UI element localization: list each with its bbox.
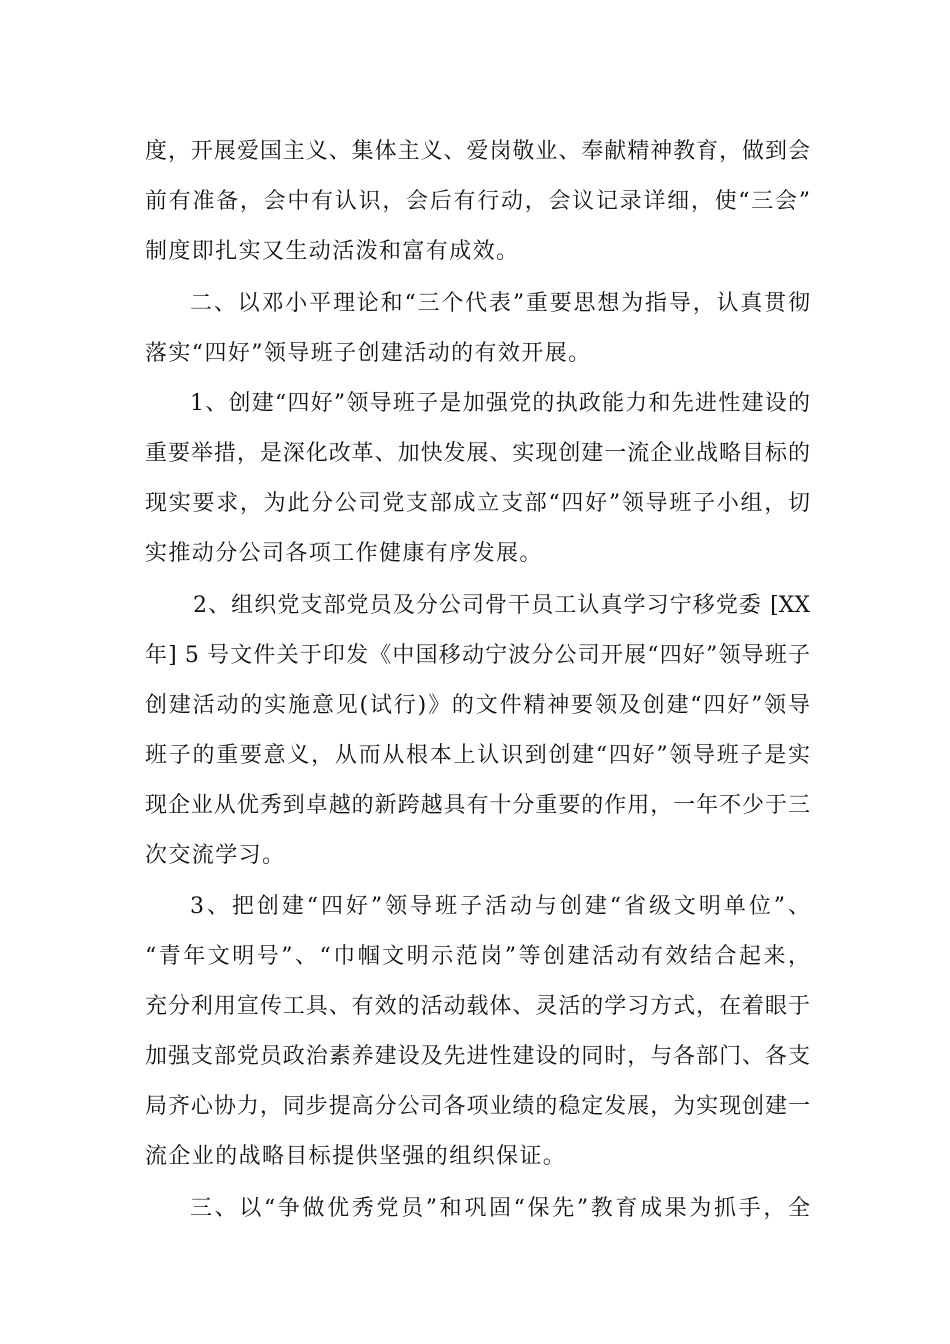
item-3-line-5: 局齐心协力，同步提高分公司各项业绩的稳定发展，为实现创建一	[145, 1094, 810, 1119]
item-2-line-3: 创建活动的实施意见(试行)》的文件精神要领及创建“四好”领导	[145, 693, 810, 718]
item-1-line-3: 现实要求，为此分公司党支部成立支部“四好”领导班子小组，切	[145, 491, 810, 516]
item-2-line-2: 年] 5 号文件关于印发《中国移动宁波分公司开展“四好”领导班子	[145, 643, 810, 668]
item-2-line-1: 2、组织党支部党员及分公司骨干员工认真学习宁移党委 [XX	[193, 593, 810, 618]
item-3-line-6: 流企业的战略目标提供坚强的组织保证。	[145, 1144, 567, 1169]
text-line-3: 制度即扎实又生动活泼和富有成效。	[145, 239, 520, 264]
item-3-line-3: 充分利用宣传工具、有效的活动载体、灵活的学习方式，在着眼于	[145, 994, 810, 1019]
item-2-line-6: 次交流学习。	[145, 843, 286, 868]
item-3-line-1: 3、把创建“四好”领导班子活动与创建“省级文明单位”、	[190, 894, 810, 919]
item-1-line-2: 重要举措，是深化改革、加快发展、实现创建一流企业战略目标的	[145, 441, 810, 466]
section-heading-2-line-2: 落实“四好”领导班子创建活动的有效开展。	[145, 341, 592, 366]
section-heading-3-line-1: 三、以“争做优秀党员”和巩固“保先”教育成果为抓手，全	[190, 1196, 810, 1221]
item-1-line-1: 1、创建“四好”领导班子是加强党的执政能力和先进性建设的	[190, 391, 810, 416]
item-2-line-5: 现企业从优秀到卓越的新跨越具有十分重要的作用，一年不少于三	[145, 793, 810, 818]
section-heading-2-line-1: 二、以邓小平理论和“三个代表”重要思想为指导，认真贯彻	[190, 291, 810, 316]
item-3-line-4: 加强支部党员政治素养建设及先进性建设的同时，与各部门、各支	[145, 1044, 810, 1069]
text-line-1: 度，开展爱国主义、集体主义、爱岗敬业、奉献精神教育，做到会	[145, 139, 810, 164]
item-3-line-2: “青年文明号”、“巾帼文明示范岗”等创建活动有效结合起来，	[145, 944, 810, 969]
text-line-2: 前有准备，会中有认识，会后有行动，会议记录详细，使“三会”	[145, 189, 810, 214]
item-2-line-4: 班子的重要意义，从而从根本上认识到创建“四好”领导班子是实	[145, 743, 810, 768]
item-1-line-4: 实推动分公司各项工作健康有序发展。	[145, 541, 543, 566]
